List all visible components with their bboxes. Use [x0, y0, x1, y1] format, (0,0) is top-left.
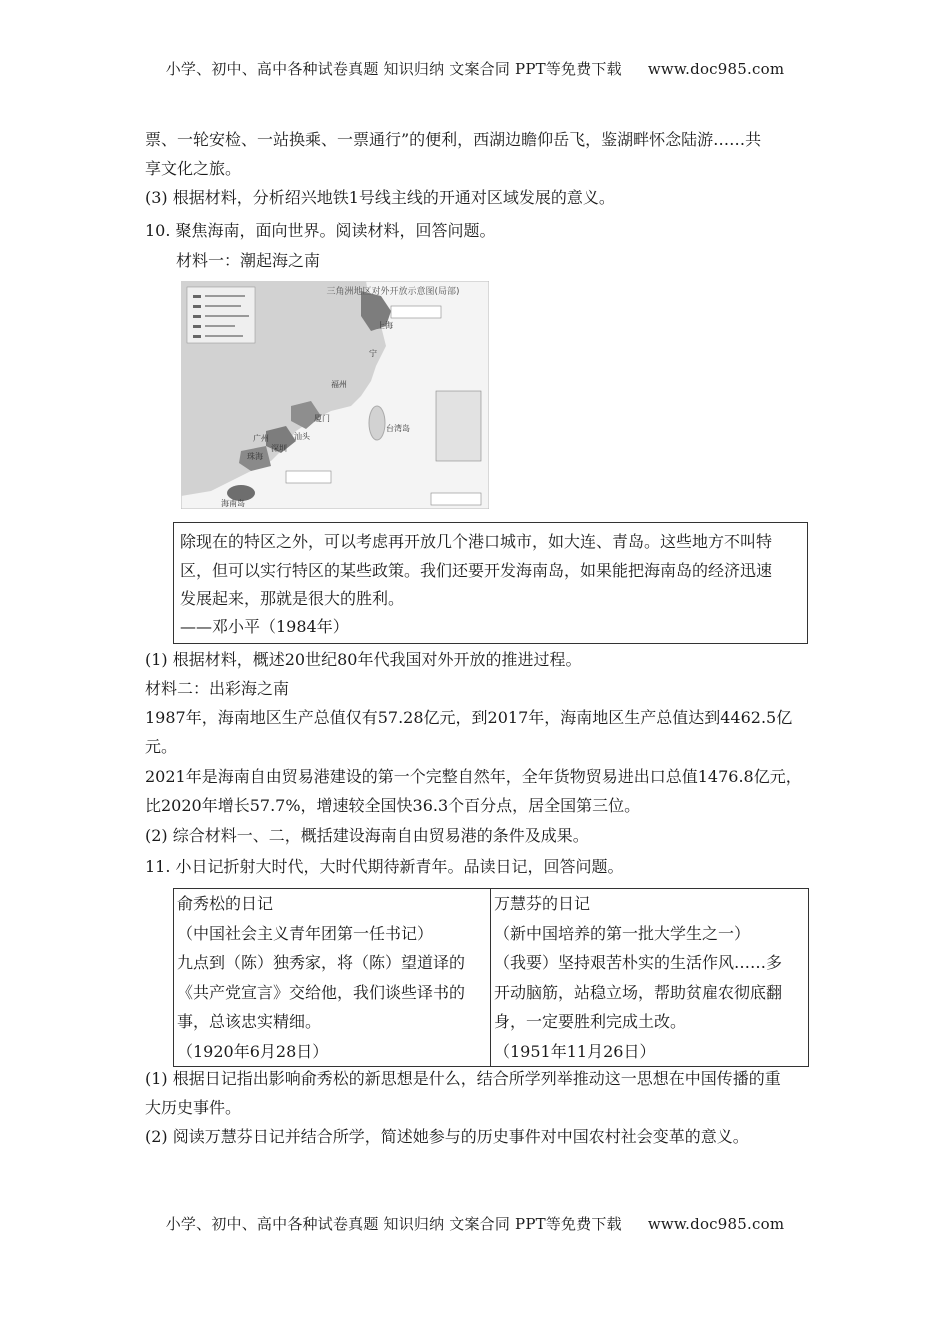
map-label: 台湾岛 [386, 424, 410, 433]
diary-left-date: （1920年6月28日） [177, 1041, 329, 1061]
map-label: 广州 [253, 434, 269, 443]
quote-line: 区，但可以实行特区的某些政策。我们还要开发海南岛，如果能把海南岛的经济迅速 [180, 561, 773, 580]
text-line: 元。 [145, 737, 178, 756]
map-label: 深圳 [271, 444, 287, 453]
diary-left-role: （中国社会主义青年团第一任书记） [177, 923, 434, 943]
diary-left-cell [174, 889, 491, 1067]
text-line: 票、一轮安检、一站换乘、一票通行”的便利，西湖边瞻仰岳飞，鉴湖畔怀念陆游……共 [145, 130, 762, 149]
diary-left-line: 《共产党宣言》交给他，我们谈些译书的 [177, 982, 466, 1002]
opening-map-image [181, 281, 489, 509]
diary-right-title: 万慧芬的日记 [494, 894, 591, 913]
page-header [0, 58, 950, 79]
diary-right-line: 身，一定要胜利完成土改。 [494, 1012, 687, 1031]
quote-source: ——邓小平（1984年） [180, 617, 349, 636]
material-2-title: 材料二：出彩海之南 [145, 679, 290, 698]
map-label: 上海 [377, 321, 393, 330]
question-11-1: (1) 根据日记指出影响俞秀松的新思想是什么，结合所学列举推动这一思想在中国传播的重 [145, 1069, 781, 1088]
map-label: 厦门 [314, 414, 330, 423]
map-label: 海南岛 [221, 499, 245, 508]
material-1-title: 材料一：潮起海之南 [176, 251, 321, 270]
quote-line: 发展起来，那就是很大的胜利。 [180, 589, 405, 608]
header-url[interactable]: www.doc985.com [647, 60, 785, 78]
quote-line: 除现在的特区之外，可以考虑再开放几个港口城市，如大连、青岛。这些地方不叫特 [180, 532, 773, 551]
header-text: 小学、初中、高中各种试卷真题 知识归纳 文案合同 PPT等免费下载 [165, 60, 622, 78]
footer-text: 小学、初中、高中各种试卷真题 知识归纳 文案合同 PPT等免费下载 [165, 1215, 622, 1233]
diary-right-line: 开动脑筋，站稳立场，帮助贫雇农彻底翻 [494, 982, 783, 1002]
page-footer [0, 1213, 950, 1234]
map-title: 三角洲地区对外开放示意图(局部) [326, 287, 460, 297]
question-10-title: 10. 聚焦海南，面向世界。阅读材料，回答问题。 [145, 221, 496, 240]
map-label: 汕头 [294, 432, 310, 441]
question-10-3: (3) 根据材料，分析绍兴地铁1号线主线的开通对区域发展的意义。 [145, 188, 615, 207]
diary-left-line: 九点到（陈）独秀家，将（陈）望道译的 [177, 953, 466, 972]
diary-left-line: 事，总该忠实精细。 [177, 1012, 322, 1031]
text-line: 比2020年增长57.7%，增速较全国快36.3个百分点，居全国第三位。 [145, 796, 641, 815]
diary-right-line: （我要）坚持艰苦朴实的生活作风……多 [494, 953, 783, 972]
question-10-1: (1) 根据材料，概述20世纪80年代我国对外开放的推进过程。 [145, 650, 582, 669]
diary-right-date: （1951年11月26日） [494, 1041, 656, 1061]
text-line: 1987年，海南地区生产总值仅有57.28亿元，到2017年，海南地区生产总值达到4462.5亿 [145, 708, 793, 727]
diary-right-cell [491, 889, 809, 1067]
diary-table [173, 888, 809, 1067]
map-label: 宁 [369, 349, 377, 358]
footer-url[interactable]: www.doc985.com [647, 1215, 785, 1233]
text-line: 2021年是海南自由贸易港建设的第一个完整自然年，全年货物贸易进出口总值1476.8亿元， [145, 767, 802, 786]
diary-right-role: （新中国培养的第一批大学生之一） [494, 923, 751, 943]
deng-quote-box [173, 522, 808, 644]
question-11-title: 11. 小日记折射大时代，大时代期待新青年。品读日记，回答问题。 [145, 857, 624, 876]
question-11-2: (2) 阅读万慧芬日记并结合所学，简述她参与的历史事件对中国农村社会变革的意义。 [145, 1127, 749, 1146]
map-label: 福州 [331, 380, 347, 389]
question-10-2: (2) 综合材料一、二，概括建设海南自由贸易港的条件及成果。 [145, 826, 589, 845]
text-line: 享文化之旅。 [145, 159, 242, 178]
map-label: 珠海 [247, 452, 263, 461]
diary-left-title: 俞秀松的日记 [177, 894, 274, 913]
text-line: 大历史事件。 [145, 1098, 242, 1117]
